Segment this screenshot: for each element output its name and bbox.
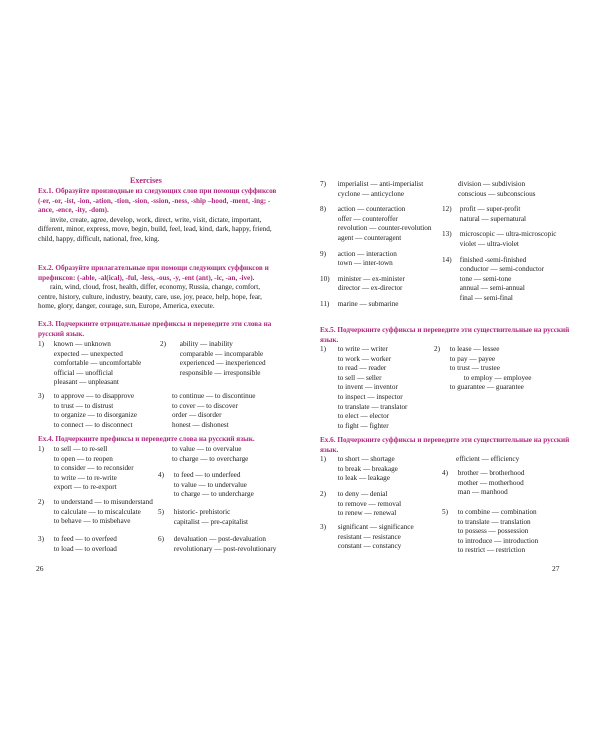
list-item: experienced — inexperienced: [179, 359, 266, 368]
list-item: ability — inability: [179, 340, 233, 348]
list-item: brother — brotherhood: [457, 469, 525, 477]
list-item: to guarantee — guarantee: [449, 383, 524, 392]
list-item: capitalist — pre-capitalist: [173, 517, 249, 526]
exercise-4-group-3: 3) to feed — to overfeed to load — to overload: [38, 535, 117, 553]
list-item: to introduce — introduction: [457, 536, 539, 545]
list-item: to translate — translator: [337, 402, 408, 411]
exercise-2-text: rain, wind, cloud, frost, health, differ, economy, Russia, change, comfort, centre, history, culture, industry, beauty, care, use, joy, peace, help, hope, fear, home, glory, danger, courage, sun, Europe, America, execute.: [38, 283, 262, 311]
list-item: to elect — elector: [337, 412, 390, 421]
list-item: to organize — to disorganize: [53, 411, 137, 420]
list-item: to open — to reopen: [53, 454, 113, 463]
list-item: to calculate — to miscalculate: [53, 507, 141, 516]
page-number-left: 26: [36, 564, 44, 573]
list-item: to renew — renewal: [337, 509, 397, 518]
list-item: devaluation — post-devaluation: [173, 535, 267, 543]
list-item: expected — unexpected: [53, 349, 123, 358]
exercise-4-group-5: 5) historic- prehistoric capitalist — pre-capitalist: [158, 508, 249, 526]
exercise-5-heading: Ex.5. Подчеркните суффиксы и переведите эти существительные на русский язык.: [320, 326, 570, 344]
right-top-list-left: [320, 180, 431, 310]
exercise-4-group-2: 2) to understand — to misunderstand to calculate — to miscalculate to behave — to misbehave: [38, 498, 153, 526]
exercise-4-group-1b: [172, 445, 248, 464]
list-item: 10) minister — ex-minister director — ex-director: [320, 274, 405, 293]
list-item: revolutionary — post-revolutionary: [173, 544, 277, 553]
list-item: historic- prehistoric: [173, 508, 231, 516]
exercise-3-group-3b: [172, 392, 255, 430]
list-item: to connect — to disconnect: [53, 420, 133, 429]
list-item: to combine — combination: [457, 508, 537, 516]
list-item: 8) action — counteraction offer — counteroffer revolution — counter-revolution agent — counteragent: [320, 205, 432, 242]
exercise-2-heading: Ex.2. Образуйте прилагательные при помощи следующих суффиксов и префиксов: (-able, -al(ical), -ful, -less, -ous, -y, -ent (ant), -ic, -an, -ive).: [38, 264, 269, 282]
exercise-3-heading: Ex.3. Подчеркните отрицательные префиксы и переведите эти слова на русский язык.: [38, 320, 272, 338]
list-item: to inspect — inspector: [337, 392, 403, 401]
list-item: to approve — to disapprove: [53, 392, 135, 400]
exercise-6-group-1: 1) to short — shortage to break — breakage to leak — leakage: [320, 455, 398, 483]
exercise-3-group-1: 1) known — unknown expected — unexpected comfortable — uncomfortable official — unofficial pleasant — unpleasant: [38, 340, 142, 387]
list-item: to remove — removal: [337, 499, 402, 508]
list-item: man — manhood: [457, 488, 508, 497]
list-item: 14) finished -semi-finished conductor — semi-conductor tone — semi-tone annual — semi-annual final — semi-final: [442, 255, 545, 302]
exercise-6-group-3: 3) significant — significance resistant — resistance constant — constancy: [320, 523, 414, 551]
list-item: to behave — to misbehave: [53, 517, 131, 526]
list-item: 9) action — interaction town — inter-town: [320, 249, 397, 268]
exercises-title: Exercises: [130, 176, 162, 185]
list-item: to work — worker: [337, 354, 392, 363]
list-item: to write — to re-write: [53, 473, 117, 482]
list-item: to feed — to underfeed: [173, 471, 241, 479]
list-item: to pay — payee: [449, 354, 496, 363]
list-item: to charge — to undercharge: [173, 490, 254, 499]
list-item: to value — to overvalue: [172, 445, 242, 453]
exercise-4-heading: Ex.4. Подчеркните префиксы и переведите слова на русский язык.: [38, 435, 255, 443]
right-page: [300, 0, 600, 750]
list-item: 11) marine — submarine: [320, 299, 399, 308]
list-item: to fight — fighter: [337, 421, 389, 430]
list-item: 13) microscopic — ultra-microscopic violet — ultra-violet: [442, 230, 557, 248]
list-item: to sell — to re-sell: [53, 445, 108, 453]
list-item: to leak — leakage: [337, 474, 390, 483]
exercise-4-group-1: 1) to sell — to re-sell to open — to reopen to consider — to reconsider to write — to re-write export — to re-export: [38, 445, 134, 492]
list-item: to continue — to discontinue: [172, 392, 256, 400]
list-item: honest — dishonest: [172, 420, 229, 429]
list-item: responsible — irresponsible: [179, 368, 261, 377]
list-item: comfortable — uncomfortable: [53, 359, 142, 368]
list-item: significant — significance: [337, 523, 414, 531]
list-item: to sell — seller: [337, 373, 382, 382]
list-item: constant — constancy: [337, 542, 402, 551]
exercise-2: [38, 264, 280, 312]
exercise-1-heading: Ex.1. Образуйте производные из следующих слов при помощи суффиксов (-er, -or, -ist, -ion, -ation, -tion, -sion, -ssion, -ness, -ship –hood, -ment, -ing; -ance, -ence, -ity, -dom).: [38, 187, 277, 215]
list-item: 12) profit — super-profit natural — supernatural: [442, 205, 527, 223]
list-item: to lease — lessee: [449, 345, 500, 353]
list-item: to trust — to distrust: [53, 401, 114, 410]
list-item: to trust — trustee: [449, 364, 500, 373]
list-item: to write — writer: [337, 345, 388, 353]
exercise-1-text: invite, create, agree, develop, work, direct, write, visit, dictate, important, different, minor, express, move, begin, build, feel, lead, kind, dark, happy, friend, child, happy, difficult, national, free, king.: [38, 215, 272, 243]
exercise-6-group-1b: [456, 455, 519, 465]
exercise-5-group-1: 1) to write — writer to work — worker to read — reader to sell — seller to invent — inventor to inspect — inspector to translate — translator to elect — elector to fight — fighter: [320, 345, 408, 430]
list-item: to translate — translation: [457, 517, 531, 526]
list-item: 7) imperialist — anti-imperialist cyclone — anticyclone: [320, 180, 424, 198]
list-item: to employ — employee: [463, 373, 532, 382]
list-item: to short — shortage: [337, 455, 395, 463]
list-item: to read — reader: [337, 364, 387, 373]
exercise-6-group-4: 4) brother — brotherhood mother — motherhood man — manhood: [442, 469, 525, 497]
list-item: to charge — to overcharge: [172, 454, 249, 463]
list-item: to restrict — restriction: [457, 546, 526, 555]
list-item: official — unofficial: [53, 368, 114, 377]
list-item: to understand — to misunderstand: [53, 498, 153, 506]
list-item: efficient — efficiency: [456, 455, 520, 463]
list-item: order — disorder: [172, 411, 222, 420]
list-item: pleasant — unpleasant: [53, 378, 119, 387]
exercise-3-group-3: 3) to approve — to disapprove to trust — to distrust to organize — to disorganize to connect — to disconnect: [38, 392, 137, 429]
right-top-list-right: [442, 180, 556, 304]
exercise-5-group-2: 2) to lease — lessee to pay — payee to trust — trustee to employ — employee to guarantee — guarantee: [434, 345, 532, 392]
exercise-6-group-5: 5) to combine — combination to translate — translation to possess — possession to introduce — introduction to restrict — restriction: [442, 508, 539, 555]
list-item: to deny — denial: [337, 490, 388, 498]
list-item: to load — to overload: [53, 544, 117, 553]
exercise-6-heading: Ex.6. Подчеркните суффиксы и переведите эти существительные на русский язык.: [320, 436, 570, 454]
exercise-1: [38, 187, 280, 245]
list-item: to break — breakage: [337, 464, 398, 473]
list-item: to invent — inventor: [337, 383, 398, 392]
page-number-right: 27: [552, 564, 560, 573]
list-item: to cover — to discover: [172, 401, 238, 410]
list-item: division — subdivision conscious — subconscious: [458, 180, 536, 198]
list-item: mother — motherhood: [457, 478, 524, 487]
exercise-4-group-4: 4) to feed — to underfeed to value — to undervalue to charge — to undercharge: [158, 471, 254, 499]
exercise-3-group-2: 2) ability — inability comparable — incomparable experienced — inexperienced responsible — irresponsible: [160, 340, 266, 377]
list-item: export — to re-export: [53, 483, 117, 492]
list-item: to feed — to overfeed: [53, 535, 117, 543]
list-item: comparable — incomparable: [179, 349, 264, 358]
list-item: known — unknown: [53, 340, 111, 348]
exercise-6-group-2: 2) to deny — denial to remove — removal to renew — renewal: [320, 490, 402, 518]
list-item: to value — to undervalue: [173, 480, 247, 489]
list-item: to possess — possession: [457, 527, 529, 536]
exercise-4-group-6: 6) devaluation — post-devaluation revolutionary — post-revolutionary: [158, 535, 277, 553]
list-item: to consider — to reconsider: [53, 464, 134, 473]
list-item: resistant — resistance: [337, 532, 401, 541]
